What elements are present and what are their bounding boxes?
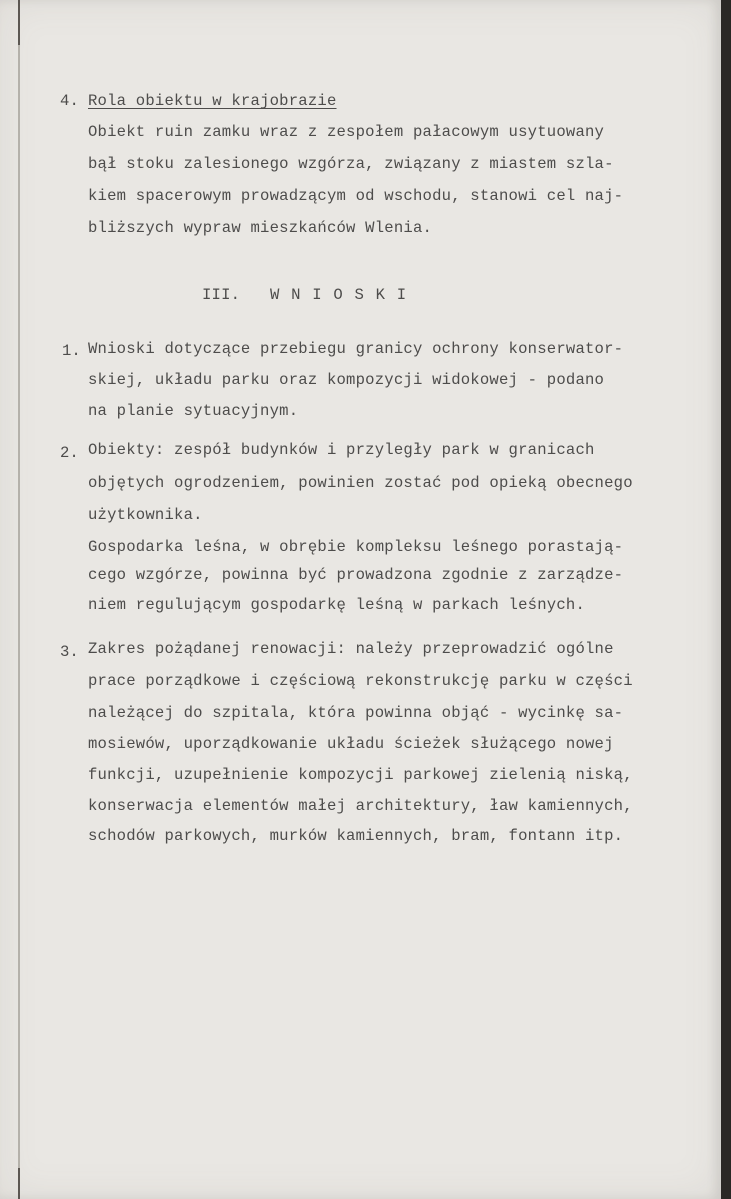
item-2-line: objętych ogrodzeniem, powinien zostać pod opieką obecnego [88, 474, 633, 492]
item-2-line: Obiekty: zespół budynków i przyległy park w granicach [88, 441, 595, 459]
item-3-line: schodów parkowych, murków kamiennych, bram, fontann itp. [88, 827, 624, 845]
section-III-title: W N I O S K I [270, 286, 408, 304]
item-3-line: konserwacja elementów małej architektury, ław kamiennych, [88, 797, 633, 815]
item-2-line: niem regulującym gospodarkę leśną w parkach leśnych. [88, 596, 586, 614]
page-binding-edge [18, 0, 20, 1199]
scan-edge-dark [721, 0, 731, 1199]
item-2-number: 2. [60, 444, 79, 462]
section-4-line: bął stoku zalesionego wzgórza, związany z miastem szla- [88, 155, 614, 173]
item-2-line: użytkownika. [88, 506, 203, 524]
section-4-line: Obiekt ruin zamku wraz z zespołem pałacowym usytuowany [88, 123, 605, 141]
item-3-line: Zakres pożądanej renowacji: należy przeprowadzić ogólne [88, 640, 614, 658]
section-III-roman: III. [202, 286, 241, 304]
item-3-line: mosiewów, uporządkowanie układu ścieżek służącego nowej [88, 735, 614, 753]
item-1-line: Wnioski dotyczące przebiegu granicy ochrony konserwator- [88, 340, 624, 358]
page-binding-edge-bottom [18, 1168, 20, 1199]
page-binding-edge-top [18, 0, 20, 45]
item-3-line: prace porządkowe i częściową rekonstrukcję parku w części [88, 672, 633, 690]
item-3-number: 3. [60, 643, 79, 661]
section-4-line: kiem spacerowym prowadzącym od wschodu, stanowi cel naj- [88, 187, 624, 205]
section-4-line: bliższych wypraw mieszkańców Wlenia. [88, 219, 433, 237]
item-1-line: skiej, układu parku oraz kompozycji widokowej - podano [88, 371, 605, 389]
item-2-line: Gospodarka leśna, w obrębie kompleksu leśnego porastają- [88, 538, 624, 556]
item-2-line: cego wzgórze, powinna być prowadzona zgodnie z zarządze- [88, 566, 624, 584]
item-3-line: należącej do szpitala, która powinna objąć - wycinkę sa- [88, 704, 624, 722]
item-1-line: na planie sytuacyjnym. [88, 402, 299, 420]
section-4-title: Rola obiektu w krajobrazie [88, 92, 337, 110]
item-3-line: funkcji, uzupełnienie kompozycji parkowej zielenią niską, [88, 766, 633, 784]
item-1-number: 1. [62, 342, 81, 360]
section-4-number: 4. [60, 92, 80, 110]
